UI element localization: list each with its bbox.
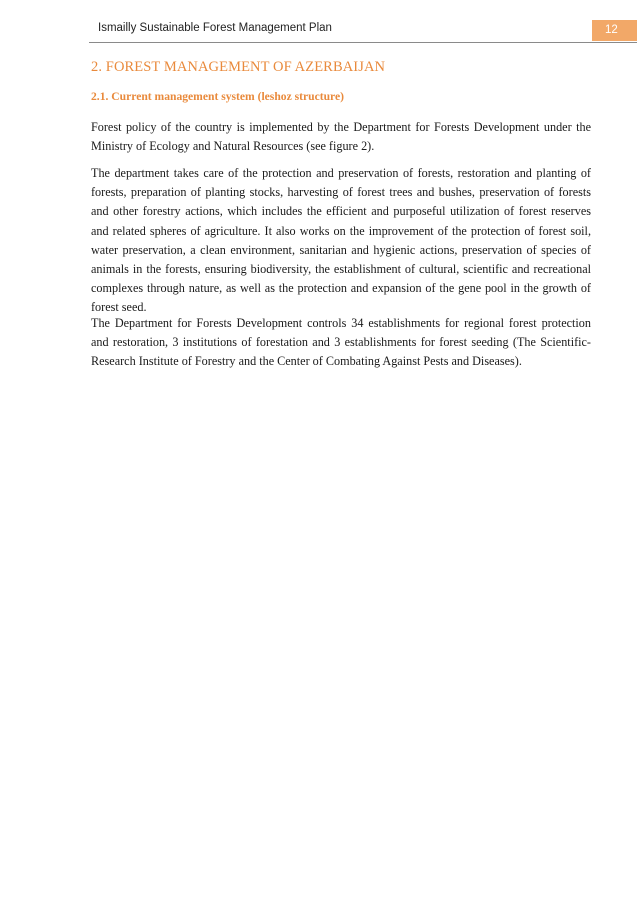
subsection-heading: 2.1. Current management system (leshoz structure) [91, 90, 344, 103]
page-header [89, 20, 637, 43]
page-number-badge: 12 [592, 20, 637, 41]
paragraph-establishments: The Department for Forests Development controls 34 establishments for regional forest protection and restoration, 3 institutions of forestation and 3 establishments for forest seeding (The Scientific-Research Institute of Forestry and the Center of Combating Against Pests and Diseases). [91, 316, 591, 369]
paragraph-department-duties: The department takes care of the protection and preservation of forests, restoration and planting of forests, preparation of planting stocks, harvesting of forest trees and bushes, preservation of forests and other forestry actions, which includes the efficient and purposeful utilization of forest reserves and related spheres of agriculture. It also works on the improvement of the protection of forest soil, water preservation, a clean environment, sanitarian and hygienic actions, preservation of species of animals in the forests, ensuring biodiversity, the establishment of cultural, scientific and recreational complexes through nature, as well as the protection and expansion of the gene pool in the growth of forest seed. [91, 166, 591, 315]
section-heading: 2. FOREST MANAGEMENT OF AZERBAIJAN [91, 59, 386, 75]
document-title: Ismailly Sustainable Forest Management Plan [98, 22, 332, 34]
paragraph-forest-policy: Forest policy of the country is implemented by the Department for Forests Development under the Ministry of Ecology and Natural Resources (see figure 2). [91, 120, 591, 154]
